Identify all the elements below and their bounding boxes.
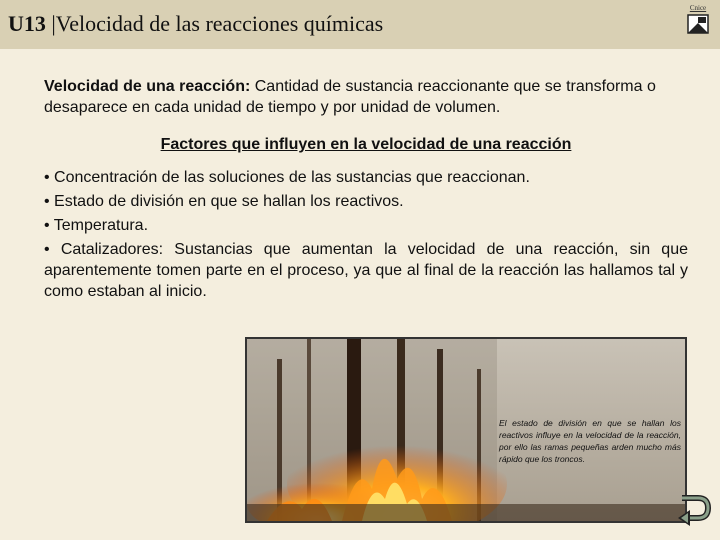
- factor-list: [44, 167, 688, 302]
- slide-title: [8, 11, 383, 37]
- definition-term: Velocidad de una reacción:: [44, 78, 251, 95]
- cnice-logo-icon: [684, 4, 712, 42]
- definition-paragraph: [44, 76, 688, 118]
- return-arrow-icon: [676, 492, 712, 526]
- list-item: • Temperatura.: [44, 217, 149, 234]
- factors-heading: Factores que influyen en la velocidad de una reacción: [160, 136, 572, 153]
- list-item: • Concentración de las soluciones de las sustancias que reaccionan.: [44, 169, 530, 186]
- list-item: • Estado de división en que se hallan los reactivos.: [44, 193, 404, 210]
- photo-caption: El estado de división en que se hallan los reactivos influye en la velocidad de la reacción, por ello las ramas pequeñas arden mucho más rápido que los troncos.: [499, 418, 681, 464]
- list-item: • Catalizadores: Sustancias que aumentan la velocidad de una reacción, sin que aparentemente tomen parte en el proceso, ya que al final de la reacción las hallamos tal y como estaban al inicio.: [44, 241, 688, 300]
- logo-label: Cnice: [689, 4, 707, 12]
- return-button[interactable]: [676, 492, 712, 526]
- definition-text: Cantidad de sustancia reaccionante que se transforma o desaparece en cada unidad de tiempo y por unidad de volumen.: [44, 78, 656, 116]
- slide-content: [44, 76, 688, 305]
- unit-label: U13: [8, 11, 46, 36]
- forest-fire-photo: [245, 337, 687, 523]
- title-bar: [0, 0, 720, 49]
- title-text: |Velocidad de las reacciones químicas: [51, 11, 384, 36]
